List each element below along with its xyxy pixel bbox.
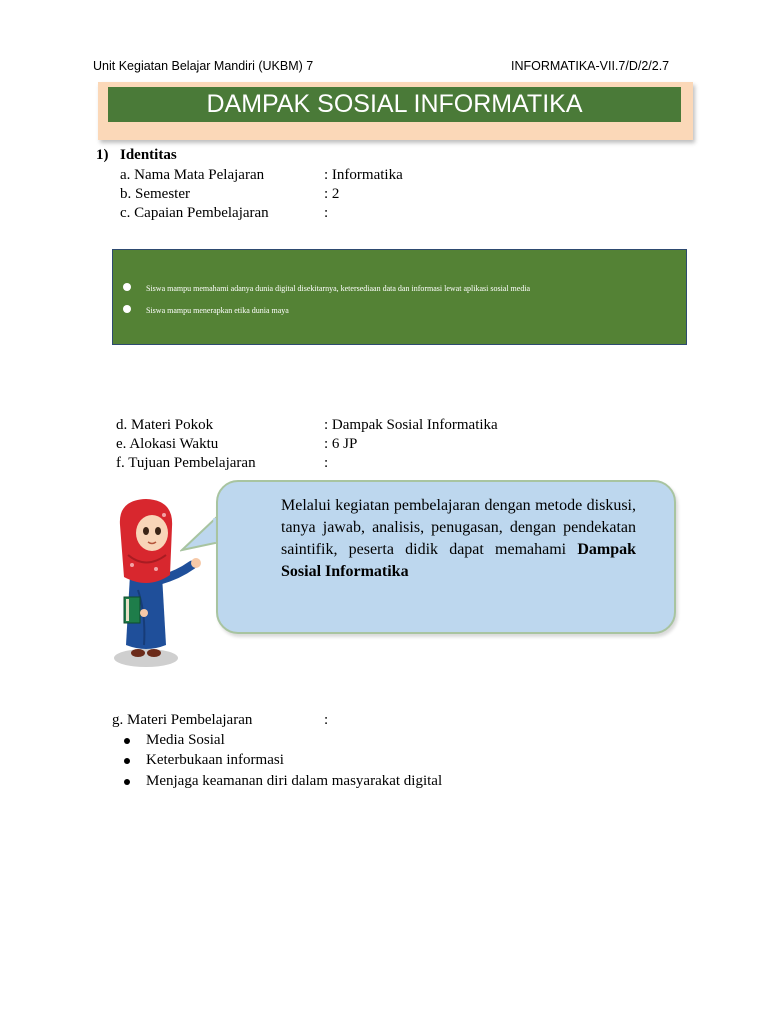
- materi-item: Menjaga keamanan diri dalam masyarakat digital: [146, 773, 443, 789]
- capaian-box: [112, 249, 687, 345]
- identity-value: :: [324, 455, 329, 471]
- identity-label: b. Semester: [120, 186, 190, 202]
- materi-item: Keterbukaan informasi: [146, 752, 284, 768]
- section-number: 1): [96, 147, 109, 163]
- bullet-icon: [124, 738, 130, 744]
- bullet-icon: [124, 758, 130, 764]
- identity-value: : 6 JP: [324, 436, 358, 452]
- materi-colon: :: [324, 712, 329, 728]
- header-code: INFORMATIKA-VII.7/D/2/2.7: [511, 59, 670, 73]
- header-unit: Unit Kegiatan Belajar Mandiri (UKBM) 7: [93, 59, 314, 73]
- identity-value: :: [324, 205, 329, 221]
- capaian-item: Siswa mampu memahami adanya dunia digital disekitarnya, ketersediaan data dan informasi lewat aplikasi sosial media: [146, 284, 531, 293]
- capaian-item: Siswa mampu menerapkan etika dunia maya: [146, 306, 289, 315]
- title-banner: [98, 82, 693, 140]
- bullet-icon: [123, 305, 131, 313]
- bullet-icon: [123, 283, 131, 291]
- tujuan-bubble: [216, 480, 676, 634]
- identity-value: : 2: [324, 186, 340, 202]
- materi-label: g. Materi Pembelajaran: [112, 712, 253, 728]
- identity-label: f. Tujuan Pembelajaran: [116, 455, 256, 471]
- bullet-icon: [124, 779, 130, 785]
- tujuan-text: [281, 495, 636, 583]
- page-title: DAMPAK SOSIAL INFORMATIKA: [108, 87, 681, 122]
- identity-label: a. Nama Mata Pelajaran: [120, 167, 265, 183]
- section-heading: Identitas: [120, 147, 177, 163]
- tujuan-body: Melalui kegiatan pembelajaran dengan metode diskusi, tanya jawab, analisis, penugasan, dengan pendekatan saintifik, peserta didik dapat memahami: [281, 497, 636, 558]
- identity-label: d. Materi Pokok: [116, 417, 214, 433]
- identity-value: : Dampak Sosial Informatika: [324, 417, 498, 433]
- materi-item: Media Sosial: [146, 732, 225, 748]
- tujuan-bold: Dampak Sosial Informatika: [281, 541, 636, 580]
- identity-label: c. Capaian Pembelajaran: [120, 205, 269, 221]
- identity-label: e. Alokasi Waktu: [116, 436, 219, 452]
- identity-value: : Informatika: [324, 167, 403, 183]
